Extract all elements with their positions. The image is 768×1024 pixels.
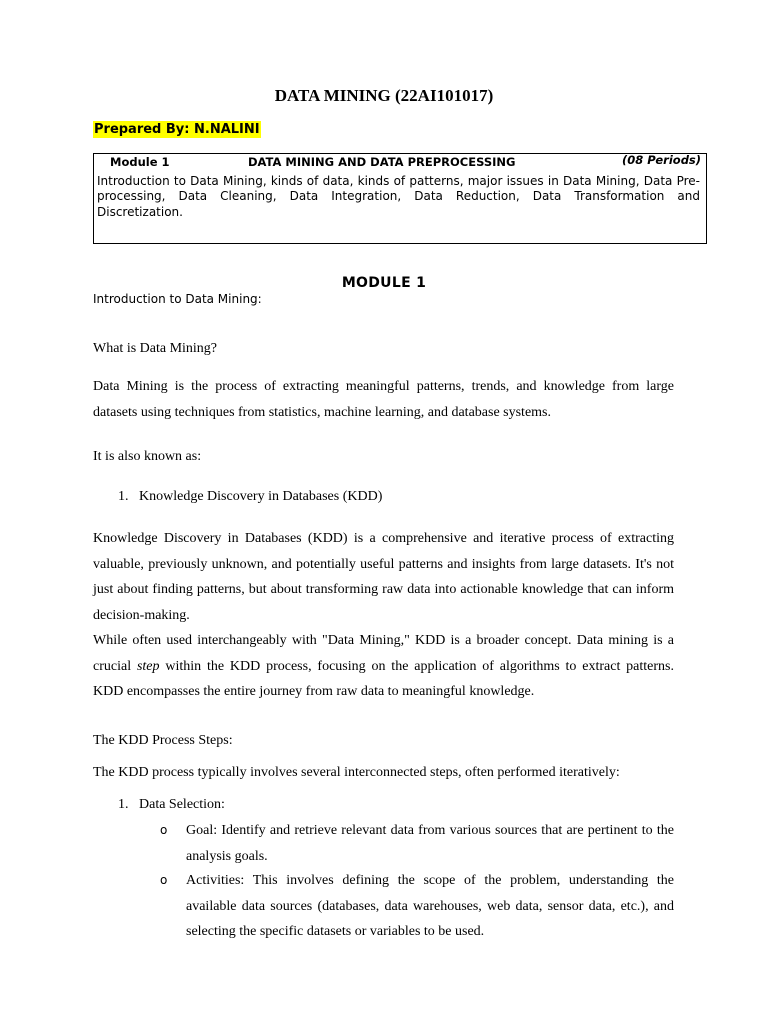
list-item-data-selection [118, 792, 225, 818]
also-known-as: It is also known as: [93, 449, 202, 464]
intro-label: Introduction to Data Mining: [93, 292, 262, 306]
broader-text-start: While often used interchangeably with "Data Mining," KDD is a broader concept. Data mining is a crucial [93, 633, 674, 674]
kdd-description [93, 526, 674, 705]
broader-concept-paragraph [93, 628, 674, 705]
list-item-text: Data Selection: [139, 797, 225, 812]
list-number: 1. [118, 489, 129, 504]
steps-title: The KDD Process Steps: [93, 733, 233, 748]
bullet-marker: o [160, 823, 168, 837]
bullet-text: Activities: This involves defining the scope of the problem, understanding the available data sources (databases, data warehouses, web data, sensor data, etc.), and selecting the specific datasets or variables to be used. [186, 873, 674, 939]
document-title: DATA MINING (22AI101017) [274, 86, 494, 105]
syllabus-module-label: Module 1 [110, 155, 170, 169]
kdd-paragraph: Knowledge Discovery in Databases (KDD) is a comprehensive and iterative process of extracting valuable, previously unknown, and potentially useful patterns and insights from large datasets. It's not just about finding patterns, but about transforming raw data into actionable knowledge that can inform decision-making. [93, 531, 674, 623]
steps-intro: The KDD process typically involves several interconnected steps, often performed iteratively: [93, 765, 620, 780]
list-item-text: Knowledge Discovery in Databases (KDD) [139, 489, 383, 504]
syllabus-heading: DATA MINING AND DATA PREPROCESSING [248, 155, 516, 169]
question-heading: What is Data Mining? [93, 341, 218, 356]
bullet-activities [160, 868, 674, 945]
definition-paragraph: Data Mining is the process of extracting meaningful patterns, trends, and knowledge from large datasets using techniques from statistics, machine learning, and database systems. [93, 379, 674, 420]
bullet-text: Goal: Identify and retrieve relevant data from various sources that are pertinent to the analysis goals. [186, 823, 674, 864]
syllabus-periods: (08 Periods) [622, 153, 702, 167]
broader-text-end: within the KDD process, focusing on the application of algorithms to extract patterns. KDD encompasses the entire journey from raw data to meaningful knowledge. [93, 658, 674, 699]
list-number: 1. [118, 797, 129, 812]
emphasis-step: step [136, 658, 160, 674]
syllabus-description: Introduction to Data Mining, kinds of data, kinds of patterns, major issues in Data Mining, Data Pre-processing, Data Cleaning, Data Integration, Data Reduction, Data Transformation and Discretization. [97, 174, 700, 219]
list-item-kdd [118, 484, 382, 510]
bullet-marker: o [160, 873, 168, 887]
prepared-by-highlight: Prepared By: N.NALINI [94, 122, 260, 137]
bullet-goal [160, 818, 674, 869]
module-heading: MODULE 1 [341, 275, 427, 291]
